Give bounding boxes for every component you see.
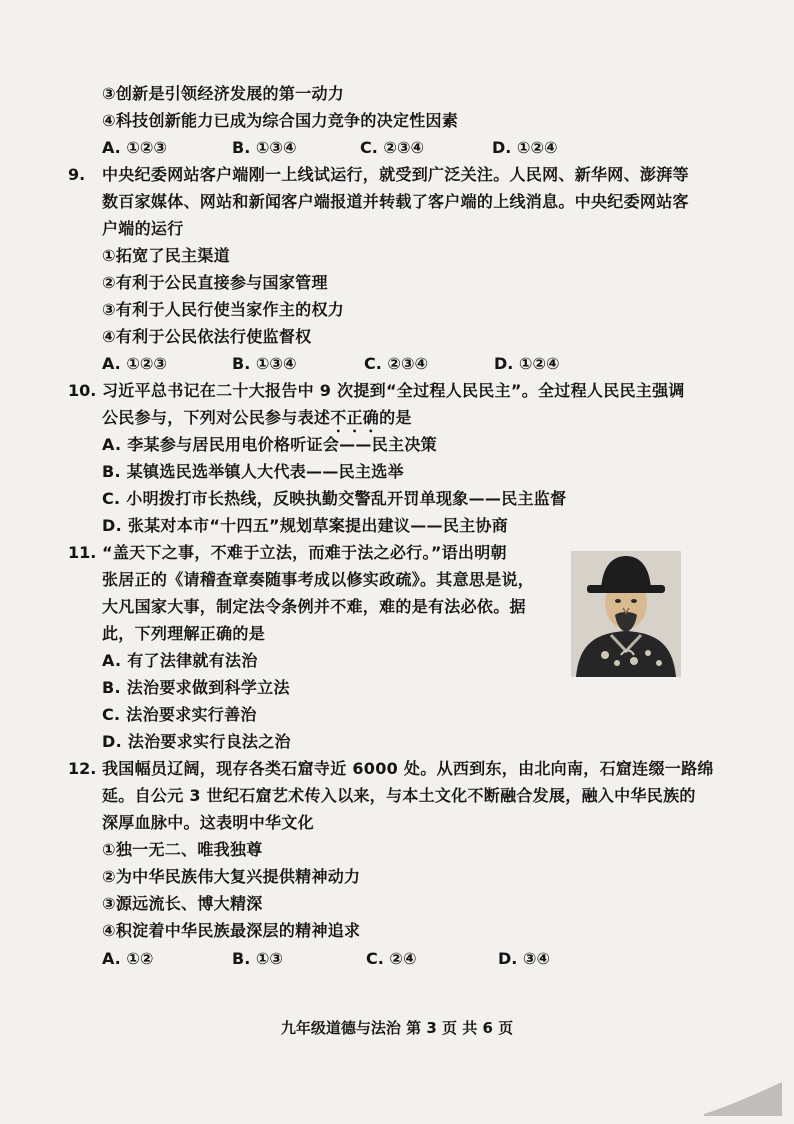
q10-number: 10.: [68, 381, 97, 400]
q11-option-a: A. 有了法律就有法治: [102, 651, 258, 670]
q9-item-4: ④有利于公民依法行使监督权: [102, 327, 312, 346]
q12-item-3: ③源远流长、博大精深: [102, 894, 263, 913]
q12-item-2: ②为中华民族伟大复兴提供精神动力: [102, 867, 361, 886]
page-footer: 九年级道德与法治 第 3 页 共 6 页: [280, 1019, 514, 1037]
q9-option-a: A. ①②③: [102, 354, 167, 373]
q12-option-c: C. ②④: [366, 949, 417, 968]
q10-stem-1: 习近平总书记在二十大报告中 9 次提到“全过程人民民主”。全过程人民民主强调: [102, 381, 685, 400]
q9-stem-3: 户端的运行: [102, 219, 184, 238]
q12-option-b: B. ①③: [232, 949, 283, 968]
q10-stem-2: [102, 407, 412, 436]
q11-option-b: B. 法治要求做到科学立法: [102, 678, 290, 697]
q10-option-b: B. 某镇选民选举镇人大代表——民主选举: [102, 462, 404, 481]
scan-shadow: [694, 1076, 784, 1116]
q12-stem-3: 深厚血脉中。这表明中华文化: [102, 813, 314, 832]
q10-option-d: D. 张某对本市“十四五”规划草案提出建议——民主协商: [102, 516, 509, 535]
q9-stem-2: 数百家媒体、网站和新闻客户端报道并转载了客户端的上线消息。中央纪委网站客: [102, 192, 689, 211]
q8-item-3: ③创新是引领经济发展的第一动力: [102, 84, 345, 103]
q9-number: 9.: [68, 165, 86, 184]
q10-stem-2-pre: 公民参与，下列对公民参与表述: [102, 408, 331, 427]
q11-stem-1: “盖天下之事，不难于立法，而难于法之必行。”语出明朝: [102, 543, 507, 562]
q12-item-1: ①独一无二、唯我独尊: [102, 840, 263, 859]
zhang-juzheng-portrait: [571, 551, 681, 677]
q12-item-4: ④积淀着中华民族最深层的精神追求: [102, 921, 361, 940]
q10-option-a: A. 李某参与居民用电价格听证会——民主决策: [102, 435, 437, 454]
q10-emphasis-not-correct: 不正确: [330, 408, 380, 427]
q11-option-d: D. 法治要求实行良法之治: [102, 732, 291, 751]
q8-option-c: C. ②③④: [360, 138, 425, 157]
q12-number: 12.: [68, 759, 97, 778]
q12-stem-2: 延。自公元 3 世纪石窟艺术传入以来，与本土文化不断融合发展，融入中华民族的: [102, 786, 696, 805]
q9-item-3: ③有利于人民行使当家作主的权力: [102, 300, 345, 319]
q11-stem-2: 张居正的《请稽查章奏随事考成以修实政疏》。其意思是说，: [102, 570, 535, 589]
q9-option-d: D. ①②④: [494, 354, 560, 373]
q10-option-c: C. 小明拨打市长热线，反映执勤交警乱开罚单现象——民主监督: [102, 489, 567, 508]
q11-stem-4: 此，下列理解正确的是: [102, 624, 266, 643]
q9-option-c: C. ②③④: [364, 354, 429, 373]
q8-option-a: A. ①②③: [102, 138, 167, 157]
q11-number: 11.: [68, 543, 97, 562]
q8-item-4: ④科技创新能力已成为综合国力竞争的决定性因素: [102, 111, 459, 130]
q11-stem-3: 大凡国家大事，制定法令条例并不难，难的是有法必依。据: [102, 597, 526, 616]
q9-stem-1: 中央纪委网站客户端刚一上线试运行，就受到广泛关注。人民网、新华网、澎湃等: [102, 165, 689, 184]
q12-option-a: A. ①②: [102, 949, 154, 968]
q11-option-c: C. 法治要求实行善治: [102, 705, 257, 724]
q9-option-b: B. ①③④: [232, 354, 297, 373]
q12-stem-1: 我国幅员辽阔，现存各类石窟寺近 6000 处。从西到东，由北向南，石窟连缀一路绵: [102, 759, 714, 778]
q8-option-d: D. ①②④: [492, 138, 558, 157]
q9-item-2: ②有利于公民直接参与国家管理: [102, 273, 328, 292]
q9-item-1: ①拓宽了民主渠道: [102, 246, 230, 265]
portrait-illustration: [571, 551, 681, 677]
q10-stem-2-post: 的是: [379, 408, 412, 427]
q12-option-d: D. ③④: [498, 949, 551, 968]
q8-option-b: B. ①③④: [232, 138, 297, 157]
